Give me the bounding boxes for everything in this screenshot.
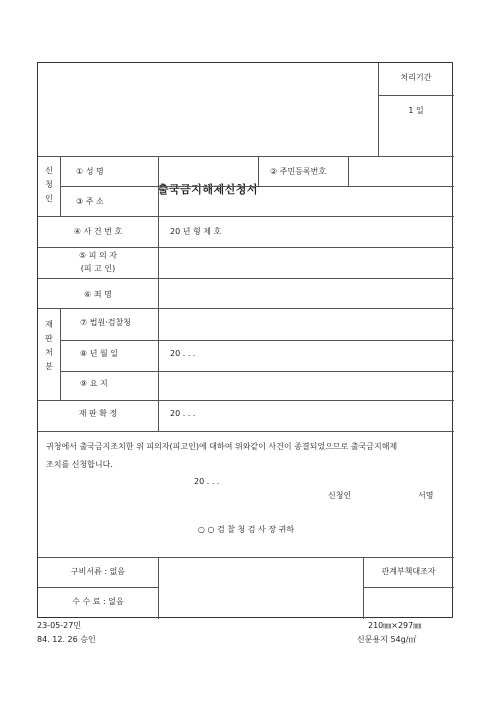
final-label: 재 판 확 정: [78, 409, 118, 418]
applicant-sign-label: 신청인: [328, 491, 352, 500]
suspect-label: ⑤ 피 의 자: [79, 251, 117, 260]
body-text-1: 귀청에서 출국금지조치한 위 피의자(피고인)에 대하여 위와같이 사건이 종결되었으므로 출국금지해제: [46, 442, 398, 451]
approval-note: 84. 12. 26 승인: [37, 635, 96, 644]
trial-group-label: 재 판 처 분: [45, 320, 53, 371]
signature-label: 서명: [418, 491, 434, 500]
case-number-label: ④ 사 건 번 호: [73, 227, 123, 236]
body-text-2: 조치를 신청합니다.: [46, 460, 113, 469]
paper-spec: 신문용지 54g/㎡: [357, 635, 417, 644]
summary-label: ⑨ 요 지: [80, 379, 108, 388]
form-number: 23-05-27민: [37, 621, 82, 630]
applicant-group-label: 신 청 인: [45, 166, 53, 203]
date-value: 20 . . .: [170, 349, 196, 358]
form-title: 출국금지해제신청서: [157, 183, 259, 196]
dept-check-label: 관계부책대조자: [381, 567, 436, 576]
addressee: ○ ○ 검 찰 청 검 사 장 귀하: [197, 525, 295, 534]
processing-period-label: 처리기간: [400, 73, 432, 82]
processing-period-value: 1 일: [408, 106, 424, 115]
paper-size: 210㎜×297㎜: [368, 621, 422, 630]
name-label: ① 성 명: [76, 167, 104, 176]
final-value: 20 . . .: [170, 409, 196, 418]
rrn-label: ② 주민등록번호: [270, 167, 327, 176]
court-label: ⑦ 법원·검찰청: [80, 318, 131, 327]
sign-date: 20 . . .: [194, 477, 220, 486]
date-label: ⑧ 년 월 일: [80, 349, 118, 358]
address-label: ③ 주 소: [76, 197, 104, 206]
fee: 수 수 료 : 없음: [72, 597, 124, 606]
suspect-sub-label: (피 고 인): [80, 264, 116, 273]
required-docs: 구비서류 : 없음: [70, 567, 126, 576]
form-frame: [37, 62, 453, 618]
offense-label: ⑥ 죄 명: [84, 290, 112, 299]
case-number-value: 20 년 형 제 호: [170, 227, 222, 236]
